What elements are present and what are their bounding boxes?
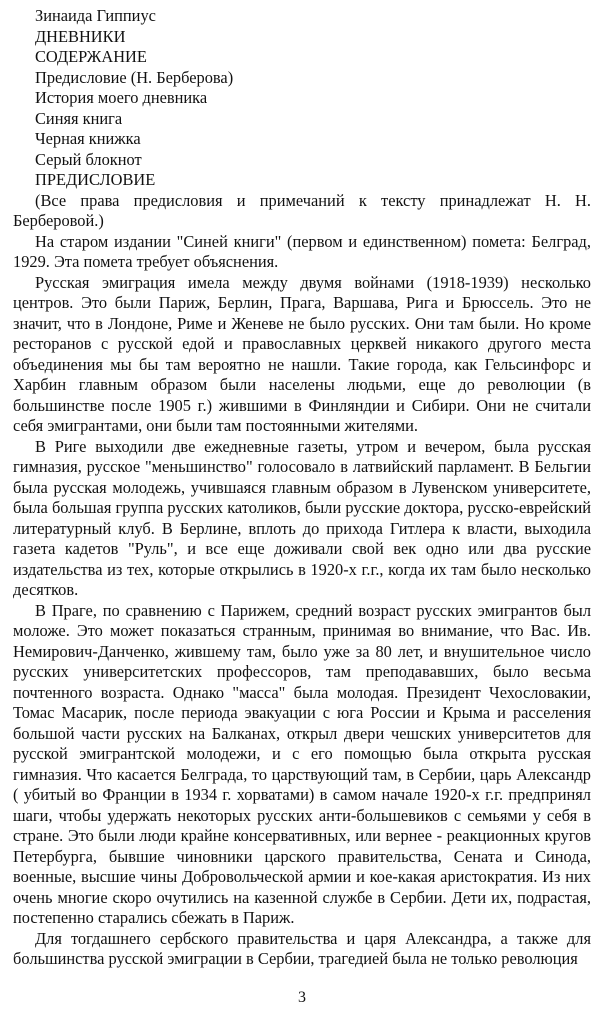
body-paragraph: Русская эмиграция имела между двумя войнами (1918-1939) несколько центров. Это были Париж, Берлин, Прага, Варшава, Рига и Брюссель. Это не значит, что в Лондоне, Риме и Женеве не было русских. Они там были. Но кроме ресторанов с русской едой и православных церквей никакого другого места объединения мы бы там вероятно не нашли. Такие города, как Гельсинфорс и Харбин главным образом были населены людьми, еще до революции (в большинстве после 1905 г.) жившими в Финляндии и Сибири. Они не считали себя эмигрантами, они были там постоянными жителями. bbox=[13, 272, 591, 435]
toc-item: Синяя книга bbox=[35, 108, 123, 128]
toc-item: Предисловие (Н. Берберова) bbox=[35, 67, 234, 87]
author-name: Зинаида Гиппиус bbox=[35, 6, 156, 25]
rights-note-paragraph: (Все права предисловия и примечаний к тексту принадлежат Н. Н. Берберовой.) bbox=[13, 190, 591, 230]
body-paragraph: В Праге, по сравнению с Парижем, средний возраст русских эмигрантов был моложе. Это может показаться странным, принимая во внимание, что Вас. Ив. Немирович-Данченко, жившему там, было уже за 80 лет, и внушительное число русских университетских профессоров, там преподававших, было весьма почтенного возраста. Однако "масса" была молодая. Президент Чехословакии, Томас Масарик, после периода эвакуации с юга России и Крыма и расселения большой части русских на Балканах, открыл двери чешских университетов для русской эмигрантской молодежи, и с его помощью была открыта русская гимназия. Что касается Белграда, то царствующий там, в Сербии, царь Александр ( убитый во Франции в 1934 г. хорватами) в самом начале 1920-х г.г. предпринял шаги, чтобы удержать некоторых русских анти-большевиков с семьями у себя в стране. Это были люди крайне консервативных, или вернее - реакционных кругов Петербурга, бывшие чиновники царского правительства, Сената и Синода, военные, высшие чины Добровольческой армии и кое-какая аристократия. Из них очень многие скоро очутились на казенной службе в Сербии. Дети их, подрастая, постепенно старались сбежать в Париж. bbox=[13, 600, 591, 927]
toc-item: Черная книжка bbox=[35, 129, 141, 148]
body-paragraph: Для тогдашнего сербского правительства и царя Александра, а также для большинства русской эмиграции в Сербии, трагедией была не только революция bbox=[13, 928, 591, 968]
contents-heading: СОДЕРЖАНИЕ bbox=[35, 47, 147, 66]
body-paragraph: На старом издании "Синей книги" (первом и единственном) помета: Белград, 1929. Эта помета требует объяснения. bbox=[13, 231, 591, 271]
section-title: ПРЕДИСЛОВИЕ bbox=[35, 170, 156, 189]
toc-item: История моего дневника bbox=[35, 88, 208, 107]
document-page bbox=[13, 6, 591, 970]
toc-item: Серый блокнот bbox=[35, 149, 142, 169]
body-paragraph: В Риге выходили две ежедневные газеты, утром и вечером, была русская гимназия, русское "меньшинство" голосовало в латвийский парламент. В Бельгии была русская молодежь, учившаяся главным образом в Лувенском университете, была большая группа русских католиков, были русские доктора, русско-еврейский литературный клуб. В Берлине, вплоть до прихода Гитлера к власти, выходила газета кадетов "Руль", и все еще доживали свой век одно или два русские издательства из тех, которые открылись в 1920-х г.г., когда их там было несколько десятков. bbox=[13, 436, 591, 599]
book-title: ДНЕВНИКИ bbox=[35, 26, 126, 46]
page-number: 3 bbox=[298, 989, 306, 1006]
